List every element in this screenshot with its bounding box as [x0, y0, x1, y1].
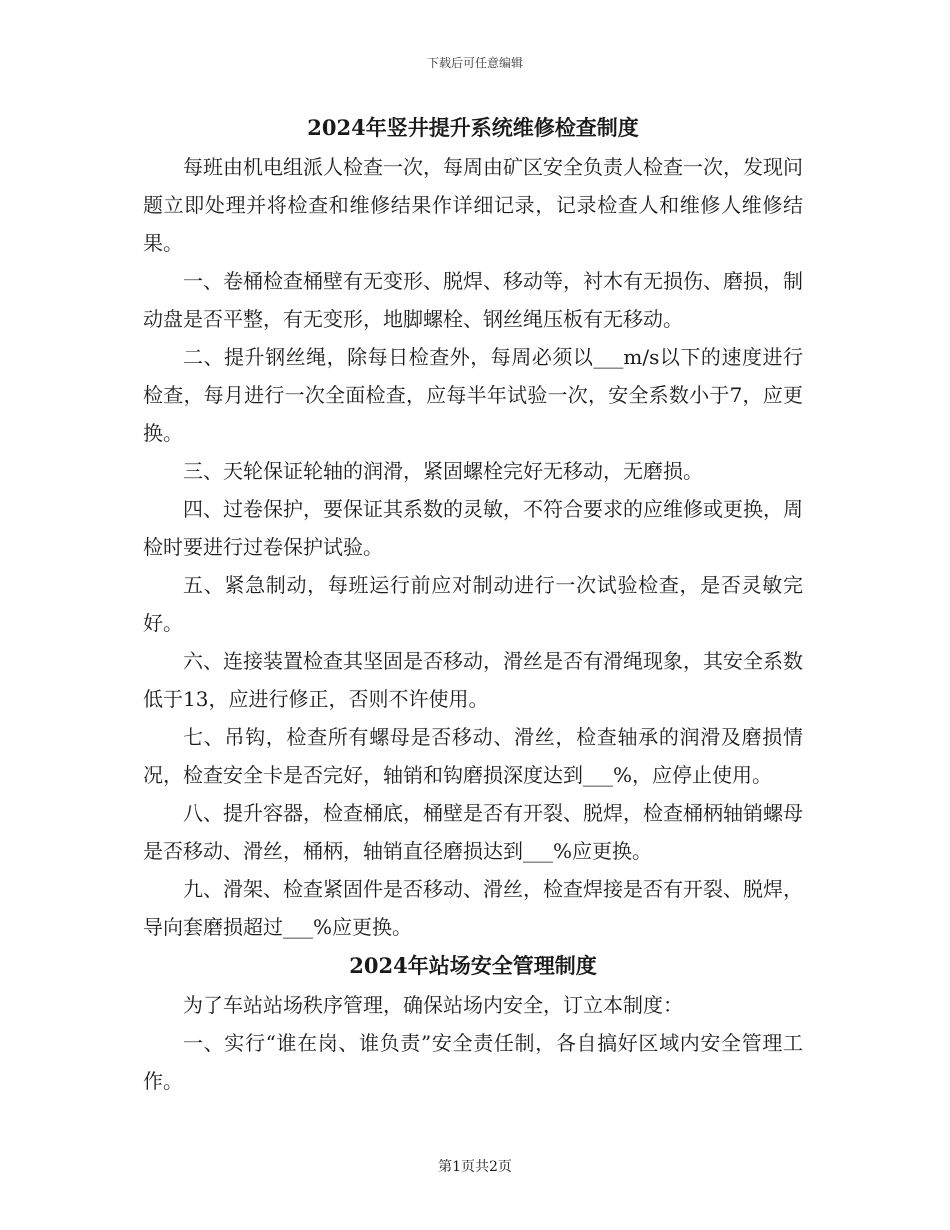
paragraph: 二、提升钢丝绳，除每日检查外，每周必须以___m/s以下的速度进行检查，每月进行一次全面检查，应每半年试验一次，安全系数小于7，应更换。	[143, 345, 803, 445]
download-note: 下载后可任意编辑	[426, 56, 523, 70]
paragraph: 五、紧急制动，每班运行前应对制动进行一次试验检查，是否灵敏完好。	[143, 573, 803, 635]
paragraph: 一、卷桶检查桶壁有无变形、脱焊、移动等，衬木有无损伤、磨损，制动盘是否平整，有无变形，地脚螺栓、钢丝绳压板有无移动。	[143, 269, 803, 331]
section-title-shaft-hoist: 2024年竖井提升系统维修检查制度	[307, 115, 639, 140]
paragraph: 一、实行“谁在岗、谁负责”安全责任制，各自搞好区域内安全管理工作。	[143, 1031, 803, 1093]
paragraph: 七、吊钩，检查所有螺母是否移动、滑丝，检查轴承的润滑及磨损情况，检查安全卡是否完好，轴销和钩磨损深度达到___%，应停止使用。	[143, 725, 803, 787]
paragraph: 每班由机电组派人检查一次，每周由矿区安全负责人检查一次，发现问题立即处理并将检查和维修结果作详细记录，记录检查人和维修人维修结果。	[143, 155, 803, 255]
document-body	[143, 108, 803, 1100]
paragraph: 为了车站站场秩序管理，确保站场内安全，订立本制度：	[183, 993, 683, 1017]
paragraph: 三、天轮保证轮轴的润滑，紧固螺栓完好无移动，无磨损。	[183, 459, 703, 483]
paragraph: 六、连接装置检查其坚固是否移动，滑丝是否有滑绳现象，其安全系数低于13，应进行修正，否则不许使用。	[143, 649, 803, 711]
paragraph: 九、滑架、检查紧固件是否移动、滑丝，检查焊接是否有开裂、脱焊，导向套磨损超过___%应更换。	[143, 877, 803, 939]
section-title-station-safety: 2024年站场安全管理制度	[349, 953, 597, 978]
page-number: 第1页共2页	[438, 1159, 512, 1175]
paragraph: 八、提升容器，检查桶底，桶壁是否有开裂、脱焊，检查桶柄轴销螺母是否移动、滑丝，桶柄，轴销直径磨损达到___%应更换。	[143, 801, 803, 863]
paragraph: 四、过卷保护，要保证其系数的灵敏，不符合要求的应维修或更换，周检时要进行过卷保护试验。	[143, 497, 803, 559]
